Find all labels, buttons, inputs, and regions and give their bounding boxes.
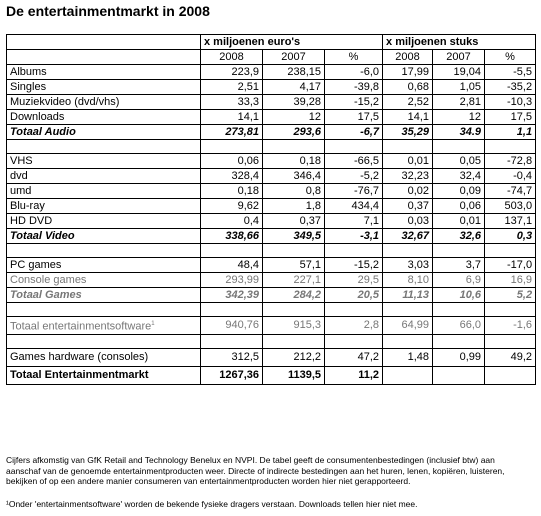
table-cell: 19,04 — [433, 65, 485, 80]
table-cell: 915,3 — [263, 317, 325, 335]
table-cell: -72,8 — [485, 154, 536, 169]
table-cell: 434,4 — [325, 199, 383, 214]
table-cell: 39,28 — [263, 95, 325, 110]
table-cell: 2,52 — [383, 95, 433, 110]
table-cell: 2,81 — [433, 95, 485, 110]
footnote: ¹Onder 'entertainmentsoftware' worden de bekende fysieke dragers verstaan. Downloads tellen hier niet mee. — [6, 498, 418, 509]
table-cell: 17,99 — [383, 65, 433, 80]
table-cell: 17,5 — [325, 110, 383, 125]
header-year-row — [7, 50, 536, 65]
table-cell: 137,1 — [485, 214, 536, 229]
table-cell: 14,1 — [383, 110, 433, 125]
table-cell: 2,51 — [201, 80, 263, 95]
table-cell: 338,66 — [201, 229, 263, 244]
table-row-total — [7, 288, 536, 303]
row-label-text: umd — [10, 184, 32, 197]
table-cell: -15,2 — [325, 258, 383, 273]
footnote-marker: 1 — [151, 320, 155, 327]
row-label-text: PC games — [10, 258, 62, 271]
row-label — [7, 349, 201, 367]
notes — [6, 455, 531, 509]
table-cell: -1,6 — [485, 317, 536, 335]
row-label — [7, 184, 201, 199]
table-cell: 32,23 — [383, 169, 433, 184]
table-cell: -5,5 — [485, 65, 536, 80]
table-cell: 12 — [263, 110, 325, 125]
table-cell: 2,8 — [325, 317, 383, 335]
spacer-row — [7, 244, 536, 258]
row-label-text: Albums — [10, 65, 47, 78]
row-label — [7, 65, 201, 80]
table-cell: 11,13 — [383, 288, 433, 303]
spacer-row — [7, 140, 536, 154]
table-row — [7, 154, 536, 169]
table-cell: 0,18 — [201, 184, 263, 199]
table-cell: 0,37 — [383, 199, 433, 214]
table-cell: 312,5 — [201, 349, 263, 367]
table-cell: 16,9 — [485, 273, 536, 288]
table-cell: 4,17 — [263, 80, 325, 95]
table-cell: 12 — [433, 110, 485, 125]
row-label — [7, 199, 201, 214]
table-row — [7, 349, 536, 367]
row-label — [7, 367, 201, 385]
table-cell: 284,2 — [263, 288, 325, 303]
table-cell: -10,3 — [485, 95, 536, 110]
row-label-text: Totaal Entertainmentmarkt — [10, 369, 149, 381]
table-cell: 0,01 — [433, 214, 485, 229]
row-label — [7, 273, 201, 288]
table-cell: -39,8 — [325, 80, 383, 95]
source-note: Cijfers afkomstig van GfK Retail and Technology Benelux en NVPI. De tabel geeft de consumentenbestedingen (inclusief btw) aan aanschaf van de genoemde entertainmentproducten weer. Directe of indirecte bestedingen aan het huren, lenen, kopiëren, luisteren, bekijken of op een andere manier consumeren van entertainmentproducten worden hier niet gerapporteerd. — [6, 455, 505, 486]
table-cell: 342,39 — [201, 288, 263, 303]
table-cell — [383, 367, 433, 385]
table-cell: -5,2 — [325, 169, 383, 184]
row-label-text: Totaal Audio — [10, 125, 76, 138]
table-cell: 49,2 — [485, 349, 536, 367]
table-cell: 33,3 — [201, 95, 263, 110]
table-cell: 238,15 — [263, 65, 325, 80]
table-cell: 14,1 — [201, 110, 263, 125]
table-cell: 5,2 — [485, 288, 536, 303]
table-row — [7, 273, 536, 288]
page-title: De entertainmentmarkt in 2008 — [6, 3, 210, 19]
row-label — [7, 288, 201, 303]
table-cell: 0,3 — [485, 229, 536, 244]
table-cell: 10,6 — [433, 288, 485, 303]
table-cell: 1,1 — [485, 125, 536, 140]
table-cell: 0,68 — [383, 80, 433, 95]
table-cell: 349,5 — [263, 229, 325, 244]
table-cell: 20,5 — [325, 288, 383, 303]
col-header: 2008 — [383, 50, 433, 65]
table-cell: 0,37 — [263, 214, 325, 229]
table-cell: 1267,36 — [201, 367, 263, 385]
row-label-text: Singles — [10, 80, 47, 93]
table-cell: 66,0 — [433, 317, 485, 335]
table-cell: -17,0 — [485, 258, 536, 273]
table-cell: 0,8 — [263, 184, 325, 199]
table-cell: -3,1 — [325, 229, 383, 244]
table-cell: -6,7 — [325, 125, 383, 140]
row-label-text: VHS — [10, 154, 33, 167]
row-label-text: Blu-ray — [10, 199, 45, 212]
table-row-grand-total — [7, 367, 536, 385]
table-cell: -15,2 — [325, 95, 383, 110]
col-header: 2007 — [433, 50, 485, 65]
table-row-total — [7, 229, 536, 244]
header-group-row — [7, 35, 536, 50]
table-cell: 0,05 — [433, 154, 485, 169]
table-cell: 0,03 — [383, 214, 433, 229]
table-row — [7, 214, 536, 229]
table-cell: 29,5 — [325, 273, 383, 288]
row-label-text: Games hardware (consoles) — [10, 351, 149, 363]
row-label — [7, 258, 201, 273]
table-cell: 223,9 — [201, 65, 263, 80]
row-label-text: Totaal Video — [10, 229, 75, 242]
table-cell — [433, 367, 485, 385]
table-cell: -66,5 — [325, 154, 383, 169]
table-row — [7, 169, 536, 184]
table-cell: 1,05 — [433, 80, 485, 95]
row-label — [7, 125, 201, 140]
table-cell: 32,67 — [383, 229, 433, 244]
table-cell: 0,06 — [201, 154, 263, 169]
table-cell: 0,06 — [433, 199, 485, 214]
table-row — [7, 110, 536, 125]
row-label — [7, 110, 201, 125]
row-label-text: Console games — [10, 273, 87, 286]
row-label-text: dvd — [10, 169, 28, 182]
table-cell: 9,62 — [201, 199, 263, 214]
table-cell: 32,4 — [433, 169, 485, 184]
table-row — [7, 258, 536, 273]
table-cell: 64,99 — [383, 317, 433, 335]
table-cell: 57,1 — [263, 258, 325, 273]
table-cell: 293,99 — [201, 273, 263, 288]
table-cell: -76,7 — [325, 184, 383, 199]
market-table — [6, 34, 536, 385]
table-cell: 0,02 — [383, 184, 433, 199]
table-cell: 346,4 — [263, 169, 325, 184]
header-units: x miljoenen stuks — [383, 35, 536, 50]
table-row — [7, 199, 536, 214]
col-header: % — [485, 50, 536, 65]
table-row — [7, 184, 536, 199]
row-label-text: Muziekvideo (dvd/vhs) — [10, 95, 120, 108]
table-cell: 940,76 — [201, 317, 263, 335]
table-cell: 1,8 — [263, 199, 325, 214]
row-label-text: HD DVD — [10, 214, 53, 227]
table-row-total — [7, 125, 536, 140]
table-cell: 3,7 — [433, 258, 485, 273]
table-cell: 47,2 — [325, 349, 383, 367]
table-cell: -74,7 — [485, 184, 536, 199]
table-cell: 227,1 — [263, 273, 325, 288]
table-cell: 0,01 — [383, 154, 433, 169]
row-label — [7, 95, 201, 110]
row-label-text: Downloads — [10, 110, 65, 123]
table-cell: 6,9 — [433, 273, 485, 288]
table-cell: 1139,5 — [263, 367, 325, 385]
table-cell: 48,4 — [201, 258, 263, 273]
table-cell: 0,18 — [263, 154, 325, 169]
table-cell: 0,09 — [433, 184, 485, 199]
table-cell: 503,0 — [485, 199, 536, 214]
spacer-row — [7, 335, 536, 349]
table-cell: 1,48 — [383, 349, 433, 367]
table-cell: 212,2 — [263, 349, 325, 367]
table-cell: 293,6 — [263, 125, 325, 140]
table-cell: 3,03 — [383, 258, 433, 273]
table-cell: -6,0 — [325, 65, 383, 80]
row-label — [7, 317, 201, 335]
table-cell: 8,10 — [383, 273, 433, 288]
table-cell: -0,4 — [485, 169, 536, 184]
table-cell: 11,2 — [325, 367, 383, 385]
table-row — [7, 95, 536, 110]
row-label-text: Totaal Games — [10, 288, 82, 301]
col-header: 2008 — [201, 50, 263, 65]
table-cell: -35,2 — [485, 80, 536, 95]
table-cell: 34.9 — [433, 125, 485, 140]
table-row — [7, 80, 536, 95]
spacer-row — [7, 303, 536, 317]
row-label-text: Totaal entertainmentsoftware — [10, 320, 152, 333]
col-header: % — [325, 50, 383, 65]
table-row — [7, 65, 536, 80]
table-cell: 328,4 — [201, 169, 263, 184]
table-row-total — [7, 317, 536, 335]
col-header: 2007 — [263, 50, 325, 65]
table-cell: 273,81 — [201, 125, 263, 140]
table-cell: 0,4 — [201, 214, 263, 229]
table-cell: 17,5 — [485, 110, 536, 125]
row-label — [7, 169, 201, 184]
table-cell: 7,1 — [325, 214, 383, 229]
row-label — [7, 229, 201, 244]
header-money: x miljoenen euro's — [201, 35, 383, 50]
table-cell: 35,29 — [383, 125, 433, 140]
row-label — [7, 214, 201, 229]
row-label — [7, 80, 201, 95]
table-cell: 0,99 — [433, 349, 485, 367]
row-label — [7, 154, 201, 169]
table-cell: 32,6 — [433, 229, 485, 244]
table-cell — [485, 367, 536, 385]
